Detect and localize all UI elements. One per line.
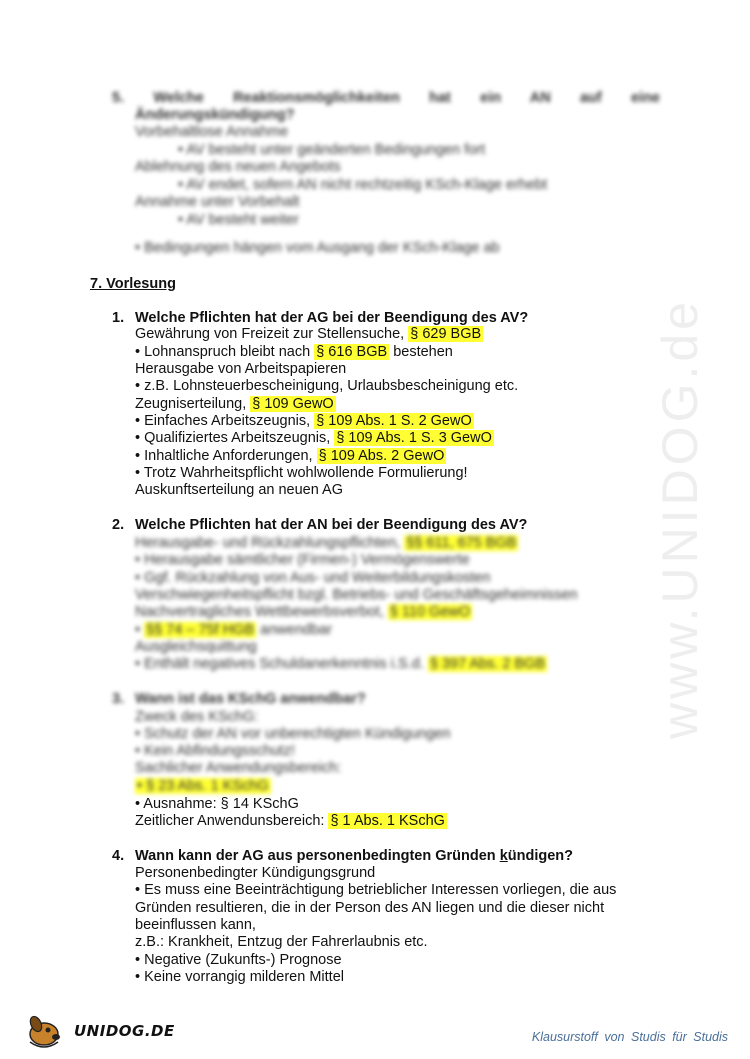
q5-line: Ablehnung des neuen Angebots bbox=[135, 159, 341, 175]
q4-line-6: • Negative (Zukunfts-) Prognose bbox=[135, 952, 342, 968]
footer-tagline: Klausurstoff von Studis für Studis bbox=[531, 1030, 728, 1044]
q1-line-3: Herausgabe von Arbeitspapieren bbox=[135, 361, 347, 377]
q5-line: • AV endet, sofern AN nicht rechtzeitig KSch-Klage erhebt bbox=[178, 177, 548, 193]
unidog-logo[interactable]: UNIDOG.DE bbox=[22, 1012, 162, 1050]
q1-line-9: • Trotz Wahrheitspflicht wohlwollende Formulierung! bbox=[135, 465, 468, 481]
q3-line-6: • Ausnahme: § 14 KSchG bbox=[135, 796, 299, 812]
q1-line-7: • Qualifiziertes Arbeitszeugnis, § 109 Abs. 1 S. 3 GewO bbox=[135, 430, 492, 446]
q5-line: • AV besteht unter geänderten Bedingungen fort bbox=[178, 142, 486, 158]
law-reference: § 616 BGB bbox=[316, 344, 388, 360]
q1-line-4: • z.B. Lohnsteuerbescheinigung, Urlaubsbescheinigung etc. bbox=[135, 378, 519, 394]
q5-line: • Bedingungen hängen vom Ausgang der KSch-Klage ab bbox=[135, 240, 500, 256]
q4-line-4: beeinflussen kann, bbox=[135, 917, 256, 933]
q1-line-5: Zeugniserteilung, § 109 GewO bbox=[135, 396, 334, 412]
section-title: 7. Vorlesung bbox=[90, 276, 176, 292]
q4-line-2: • Es muss eine Beeinträchtigung betrieblicher Interessen vorliegen, die aus bbox=[135, 882, 617, 898]
q4-line-1: Personenbedingter Kündigungsgrund bbox=[135, 865, 376, 881]
law-reference: § 109 Abs. 1 S. 2 GewO bbox=[316, 413, 472, 429]
q5-line: • AV besteht weiter bbox=[178, 212, 299, 228]
watermark: www.UNIDOG.de bbox=[652, 298, 708, 739]
dog-icon bbox=[22, 1012, 72, 1052]
q1-line-10: Auskunftserteilung an neuen AG bbox=[135, 482, 343, 498]
law-reference: § 109 Abs. 1 S. 3 GewO bbox=[336, 430, 492, 446]
q5-title: 5. Welche Reaktionsmöglichkeiten hat ein AN auf eine bbox=[112, 90, 660, 106]
q1-title: Welche Pflichten hat der AG bei der Beendigung des AV? bbox=[135, 310, 529, 326]
law-reference: § 1 Abs. 1 KSchG bbox=[330, 813, 445, 829]
q2-title: Welche Pflichten hat der AN bei der Beendigung des AV? bbox=[135, 517, 528, 533]
q1-number: 1. bbox=[112, 310, 125, 326]
q4-line-7: • Keine vorrangig milderen Mittel bbox=[135, 969, 344, 985]
q5-title-cont: Änderungskündigung? bbox=[135, 107, 295, 123]
q4-number: 4. bbox=[112, 848, 125, 864]
q1-line-8: • Inhaltliche Anforderungen, § 109 Abs. 2 GewO bbox=[135, 448, 445, 464]
q5-line: Annahme unter Vorbehalt bbox=[135, 194, 300, 210]
document-page: www.UNIDOG.de 5. Welche Reaktionsmöglichkeiten hat ein AN auf eine Änderungskündigung? Vorbehaltlose Annahme • AV besteht unter geänderten Bedingungen fort Ablehnung des neuen Angebots • AV endet, sofern AN nicht rechtzeitig KSch-Klage erhebt Annahme unter Vorbehalt • AV besteht weiter • Bedingungen hängen vom Ausgang der KSch-Klage ab 7. Vorlesung 1. Welche Pflichten hat der AG bei der Beendigung des AV? Gewährung von Freizeit zur Stellensuche, § 629 BGB • Lohnanspruch bleibt nach § 616 BGB bestehen Herausgabe von Arbeitspapieren • z.B. Lohnsteuerbescheinigung, Urlaubsbescheinigung etc. Zeugniserteilung, § 109 GewO • Einfaches Arbeitszeugnis, § 109 Abs. 1 S. 2 GewO • Qualifiziertes Arbeitszeugnis, § 109 Abs. 1 S. 3 GewO • Inhaltliche Anforderungen, § 109 Abs. 2 GewO • Trotz Wahrheitspflicht wohlwollende Formulierung! Auskunftserteilung an neuen AG 2. Welche Pflichten hat der AN bei der Beendigung des AV? Herausgabe- und Rückzahlungspflichten, §§ 611, 675 BGB • Herausgabe sämtlicher (Firmen-) Vermögenswerte • Ggf. Rückzahlung von Aus- und Weiterbildungskosten Verschwiegenheitspflicht bzgl. Betriebs- und Geschäftsgeheimnissen Nachvertragliches Wettbewerbsverbot, § 110 GewO • §§ 74 – 75f HGB anwendbar Ausgleichsquittung • Enthält negatives Schuldanerkenntnis i.S.d. § 397 Abs. 2 BGB 3. Wann ist das KSchG anwendbar? Zweck des KSchG: • Schutz der AN vor unberechtigten Kündigungen • Kein Abfindungsschutz! Sachlicher Anwendungsbereich: • § 23 Abs. 1 KSchG • Ausnahme: § 14 KSchG Zeitlicher Anwendunsbereich: § 1 Abs. 1 KSchG 4. Wann kann der AG aus personenbedingten Gründen kündigen? Personenbedingter Kündigungsgrund • Es muss eine Beeinträchtigung betrieblicher Interessen vorliegen, die aus Gründen resultieren, die in der Person des AN liegen und die dieser nicht beeinflussen kann, z.B.: Krankheit, Entzug der Fahrerlaubnis etc. • Negative (Zukunfts-) Prognose • Keine vorrangig milderen Mittel UNIDOG.DE Klausurstoff von Studis für Studis bbox=[0, 0, 750, 1059]
law-reference: § 109 GewO bbox=[252, 396, 334, 412]
law-reference: § 629 BGB bbox=[410, 326, 482, 342]
q1-line-1: Gewährung von Freizeit zur Stellensuche, § 629 BGB bbox=[135, 326, 482, 342]
q4-title: Wann kann der AG aus personenbedingten Gründen kündigen? bbox=[135, 848, 574, 864]
q1-line-2: • Lohnanspruch bleibt nach § 616 BGB bestehen bbox=[135, 344, 453, 360]
q2-number: 2. bbox=[112, 517, 125, 533]
q4-line-3: Gründen resultieren, die in der Person des AN liegen und die dieser nicht bbox=[135, 900, 605, 916]
law-reference: § 109 Abs. 2 GewO bbox=[318, 448, 445, 464]
q5-line: Vorbehaltlose Annahme bbox=[135, 124, 289, 140]
q3-line-7: Zeitlicher Anwendunsbereich: § 1 Abs. 1 KSchG bbox=[135, 813, 445, 829]
q4-line-5: z.B.: Krankheit, Entzug der Fahrerlaubnis etc. bbox=[135, 934, 428, 950]
q1-line-6: • Einfaches Arbeitszeugnis, § 109 Abs. 1 S. 2 GewO bbox=[135, 413, 472, 429]
